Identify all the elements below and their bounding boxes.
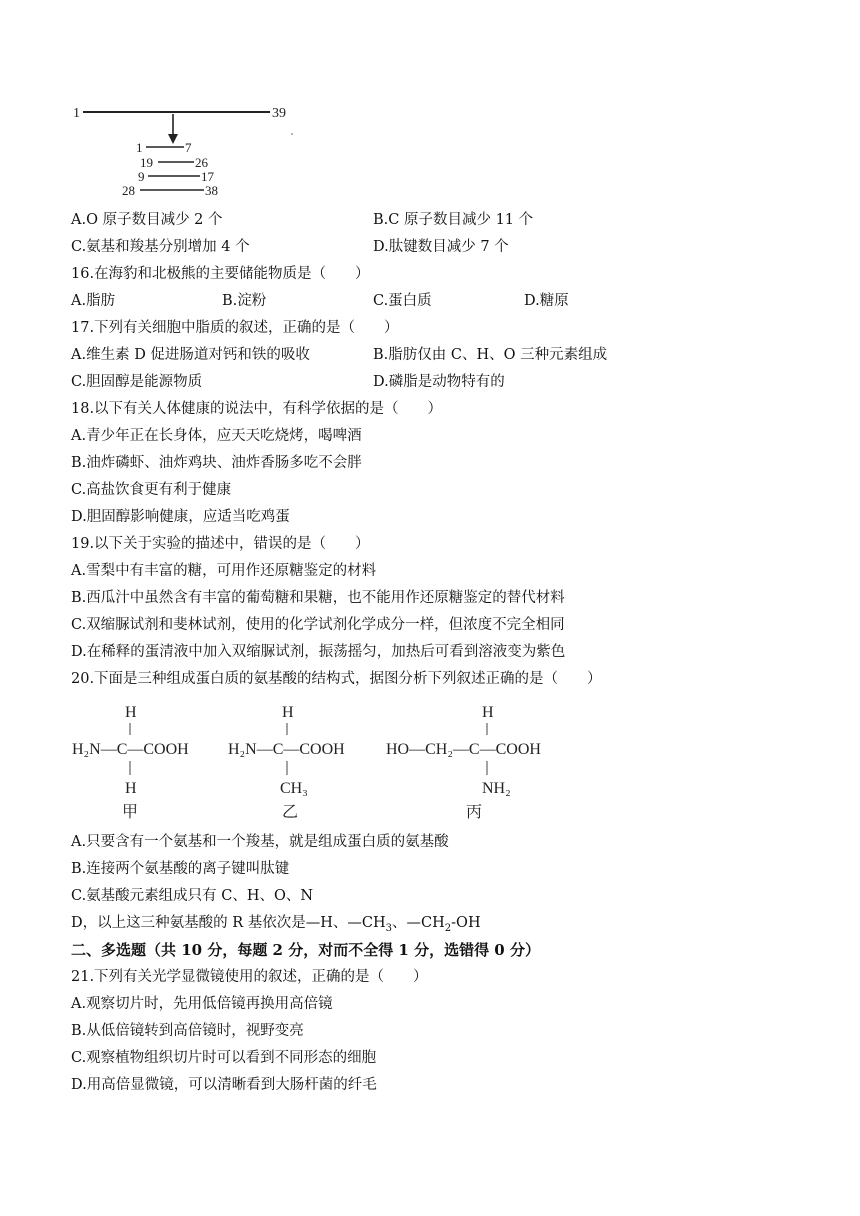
- yi-top-h: H: [282, 704, 294, 721]
- q17-option-c: C.胆固醇是能源物质: [71, 374, 203, 390]
- q20-option-b: B.连接两个氨基酸的离子键叫肽键: [71, 861, 290, 877]
- q17-option-b: B.脂肪仅由 C、H、O 三种元素组成: [373, 347, 608, 363]
- q18-stem: 18.以下有关人体健康的说法中，有科学依据的是（ ）: [71, 401, 443, 417]
- q20-d-mid: 、—CH: [392, 915, 445, 931]
- yi-bottom-ch3: CH₃: [280, 780, 308, 797]
- q16-stem: 16.在海豹和北极熊的主要储能物质是（ ）: [71, 266, 370, 282]
- q20-stem: 20.下面是三种组成蛋白质的氨基酸的结构式，据图分析下列叙述正确的是（ ）: [71, 671, 602, 687]
- top-end-label: 39: [272, 106, 286, 121]
- amino-acid-bing: [386, 704, 541, 821]
- q19-option-c: C.双缩脲试剂和斐林试剂，使用的化学试剂化学成分一样，但浓度不完全相同: [71, 617, 565, 633]
- amino-acid-structures: [70, 695, 590, 825]
- section2-title: 二、多选题（共 10 分，每题 2 分，对而不全得 1 分，选错得 0 分）: [71, 941, 540, 959]
- frag4-end: 38: [205, 183, 218, 198]
- q16-option-a: A.脂肪: [71, 293, 116, 309]
- bing-label: 丙: [466, 804, 483, 821]
- q16-option-c: C.蛋白质: [373, 293, 432, 309]
- amino-acid-yi: [228, 704, 345, 821]
- q18-option-b: B.油炸磷虾、油炸鸡块、油炸香肠多吃不会胖: [71, 455, 362, 471]
- bing-top-h: H: [482, 704, 494, 721]
- jia-label: 甲: [122, 804, 139, 821]
- top-start-label: 1: [73, 106, 80, 121]
- q15-option-c: C.氨基和羧基分别增加 4 个: [71, 239, 250, 255]
- frag1-start: 1: [136, 140, 143, 155]
- bing-bottom-nh2: NH₂: [482, 780, 511, 797]
- frag2-end: 26: [195, 155, 208, 170]
- q18-option-a: A.青少年正在长身体，应天天吃烧烤，喝啤酒: [71, 428, 362, 444]
- q15-option-b: B.C 原子数目减少 11 个: [373, 212, 534, 228]
- q17-option-d: D.磷脂是动物特有的: [373, 374, 505, 390]
- yi-label: 乙: [282, 804, 299, 821]
- q21-option-c: C.观察植物组织切片时可以看到不同形态的细胞: [71, 1050, 377, 1066]
- frag3-end: 17: [201, 169, 214, 184]
- q20-d-post: -OH: [451, 915, 481, 931]
- jia-main-chain: H₂N—C—COOH: [72, 741, 189, 758]
- q20-option-c: C.氨基酸元素组成只有 C、H、O、N: [71, 888, 314, 904]
- frag3-start: 9: [138, 169, 145, 184]
- amino-acid-jia: [72, 704, 189, 821]
- q17-option-a: A.维生素 D 促进肠道对钙和铁的吸收: [71, 347, 310, 363]
- q19-option-a: A.雪梨中有丰富的糖，可用作还原糖鉴定的材料: [71, 563, 377, 579]
- q19-stem: 19.以下关于实验的描述中，错误的是（ ）: [71, 536, 370, 552]
- frag4-start: 28: [122, 183, 135, 198]
- frag2-start: 19: [140, 155, 153, 170]
- q17-stem: 17.下列有关细胞中脂质的叙述，正确的是（ ）: [71, 320, 399, 336]
- q20-d-pre: D，以上这三种氨基酸的 R 基依次是—H、—CH: [71, 915, 386, 931]
- jia-bottom-h: H: [125, 780, 137, 797]
- q19-option-b: B.西瓜汁中虽然含有丰富的葡萄糖和果糖，也不能用作还原糖鉴定的替代材料: [71, 590, 565, 606]
- q21-stem: 21.下列有关光学显微镜使用的叙述，正确的是（ ）: [71, 969, 428, 985]
- q15-option-d: D.肽键数目减少 7 个: [373, 239, 509, 255]
- peptide-diagram: [70, 100, 310, 200]
- q21-option-a: A.观察切片时，先用低倍镜再换用高倍镜: [71, 996, 333, 1012]
- q18-option-d: D.胆固醇影响健康，应适当吃鸡蛋: [71, 509, 290, 525]
- q16-option-d: D.糖原: [524, 293, 569, 309]
- q15-option-a: A.O 原子数目减少 2 个: [71, 212, 223, 228]
- q19-option-d: D.在稀释的蛋清液中加入双缩脲试剂，振荡摇匀，加热后可看到溶液变为紫色: [71, 644, 566, 660]
- q20-d-sub1: 3: [385, 922, 393, 934]
- q20-option-a: A.只要含有一个氨基和一个羧基，就是组成蛋白质的氨基酸: [71, 834, 449, 850]
- frag1-end: 7: [185, 140, 192, 155]
- q21-option-d: D.用高倍显微镜，可以清晰看到大肠杆菌的纤毛: [71, 1077, 377, 1093]
- q21-option-b: B.从低倍镜转到高倍镜时，视野变亮: [71, 1023, 304, 1039]
- bing-main-chain: HO—CH₂—C—COOH: [386, 741, 541, 758]
- q20-d-sub2: 2: [444, 922, 452, 934]
- yi-main-chain: H₂N—C—COOH: [228, 741, 345, 758]
- q18-option-c: C.高盐饮食更有利于健康: [71, 482, 232, 498]
- q20-option-d: [71, 913, 481, 939]
- jia-top-h: H: [125, 704, 137, 721]
- q16-option-b: B.淀粉: [222, 293, 267, 309]
